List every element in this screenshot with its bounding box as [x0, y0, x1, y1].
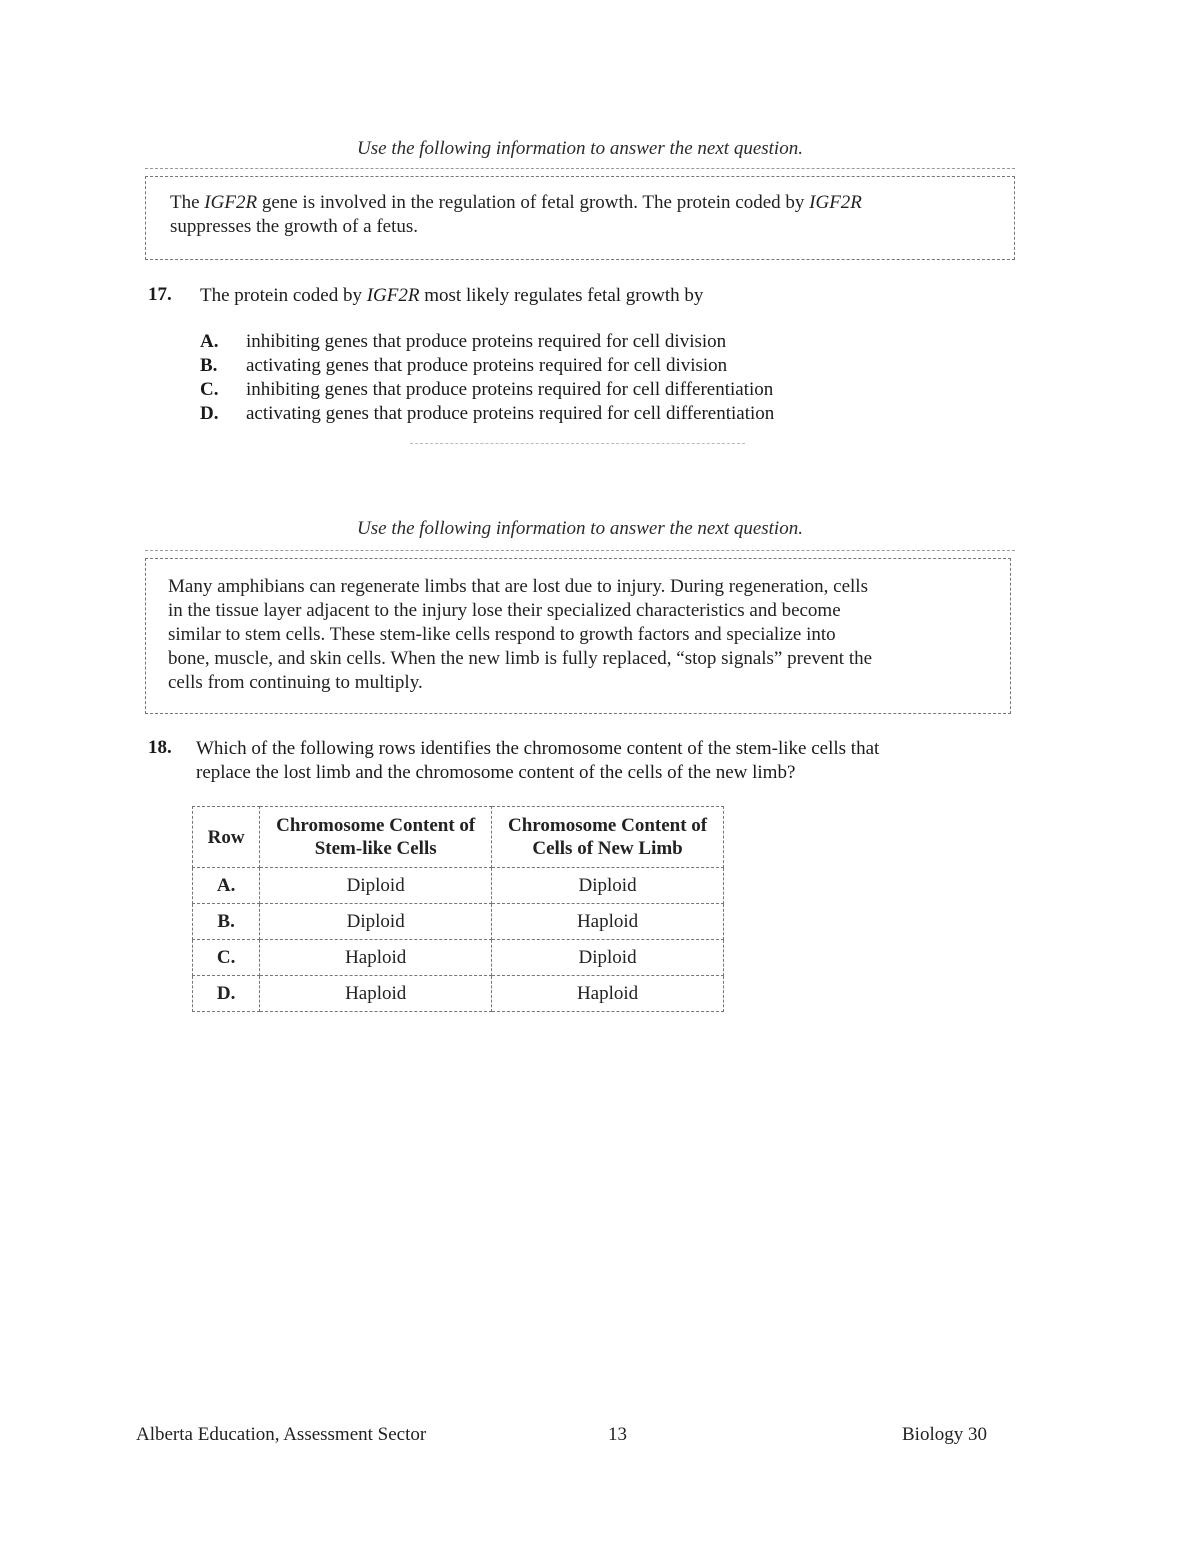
- stem-line: replace the lost limb and the chromosome content of the cells of the new limb?: [196, 762, 796, 783]
- row-label: B.: [193, 904, 260, 940]
- question-number: 18.: [148, 737, 172, 758]
- divider: [145, 168, 1015, 169]
- info-intro-1: Use the following information to answer the next question.: [357, 138, 803, 159]
- table-header-row: [193, 807, 724, 868]
- footer-publisher: Alberta Education, Assessment Sector: [136, 1424, 427, 1445]
- option-letter: A.: [200, 331, 219, 352]
- option-a[interactable]: [200, 330, 774, 354]
- info-line: in the tissue layer adjacent to the injury lose their specialized characteristics and become: [168, 600, 841, 621]
- option-text: activating genes that produce proteins required for cell division: [246, 355, 728, 376]
- table-cell: Haploid: [492, 904, 724, 940]
- divider: [145, 550, 1015, 551]
- row-label: C.: [193, 940, 260, 976]
- stem-text: most likely regulates fetal growth by: [419, 285, 704, 306]
- stem-text: The protein coded by: [200, 285, 367, 306]
- info-text: gene is involved in the regulation of fetal growth. The protein coded by: [257, 192, 810, 213]
- info-box-2: [145, 558, 1011, 714]
- table-cell: Haploid: [260, 940, 492, 976]
- info-line: suppresses the growth of a fetus.: [170, 216, 419, 237]
- table-cell: Diploid: [492, 868, 724, 904]
- info-text: The: [170, 192, 205, 213]
- question-stem: [196, 737, 879, 785]
- gene-name: IGF2R: [204, 192, 258, 213]
- option-c[interactable]: [200, 378, 774, 402]
- option-b[interactable]: [200, 354, 774, 378]
- column-header-row: Row: [193, 807, 260, 868]
- gene-name: IGF2R: [809, 192, 862, 213]
- answer-options: [200, 330, 774, 426]
- info-intro-2: Use the following information to answer the next question.: [357, 518, 803, 539]
- table-row[interactable]: [193, 868, 724, 904]
- option-text: inhibiting genes that produce proteins required for cell differentiation: [246, 379, 774, 400]
- option-letter: D.: [200, 403, 219, 424]
- option-text: activating genes that produce proteins required for cell differentiation: [246, 403, 775, 424]
- row-label: D.: [193, 976, 260, 1012]
- info-line: bone, muscle, and skin cells. When the new limb is fully replaced, “stop signals” prevent the: [168, 648, 873, 669]
- page-number: 13: [608, 1424, 627, 1445]
- stem-line: Which of the following rows identifies the chromosome content of the stem-like cells that: [196, 738, 880, 759]
- option-d[interactable]: [200, 402, 774, 426]
- gene-name: IGF2R: [366, 285, 420, 306]
- footer-course: Biology 30: [902, 1424, 987, 1445]
- info-line: similar to stem cells. These stem-like cells respond to growth factors and specialize into: [168, 624, 836, 645]
- option-letter: C.: [200, 379, 219, 400]
- table-row[interactable]: [193, 940, 724, 976]
- table-cell: Diploid: [260, 904, 492, 940]
- table-row[interactable]: [193, 904, 724, 940]
- column-header-stem-cells: Chromosome Content of Stem-like Cells: [260, 807, 492, 868]
- table-cell: Diploid: [260, 868, 492, 904]
- option-text: inhibiting genes that produce proteins required for cell division: [246, 331, 727, 352]
- table-cell: Diploid: [492, 940, 724, 976]
- info-line: cells from continuing to multiply.: [168, 672, 423, 693]
- row-label: A.: [193, 868, 260, 904]
- table-cell: Haploid: [492, 976, 724, 1012]
- column-header-new-limb: Chromosome Content of Cells of New Limb: [492, 807, 724, 868]
- info-line: Many amphibians can regenerate limbs that are lost due to injury. During regeneration, cells: [168, 576, 868, 597]
- option-letter: B.: [200, 355, 218, 376]
- info-box-1: [145, 176, 1015, 260]
- divider: [410, 443, 745, 444]
- question-stem: [200, 284, 703, 308]
- table-row[interactable]: [193, 976, 724, 1012]
- info-line: [170, 191, 1014, 215]
- question-number: 17.: [148, 284, 172, 305]
- table-cell: Haploid: [260, 976, 492, 1012]
- answer-table: [192, 806, 724, 1012]
